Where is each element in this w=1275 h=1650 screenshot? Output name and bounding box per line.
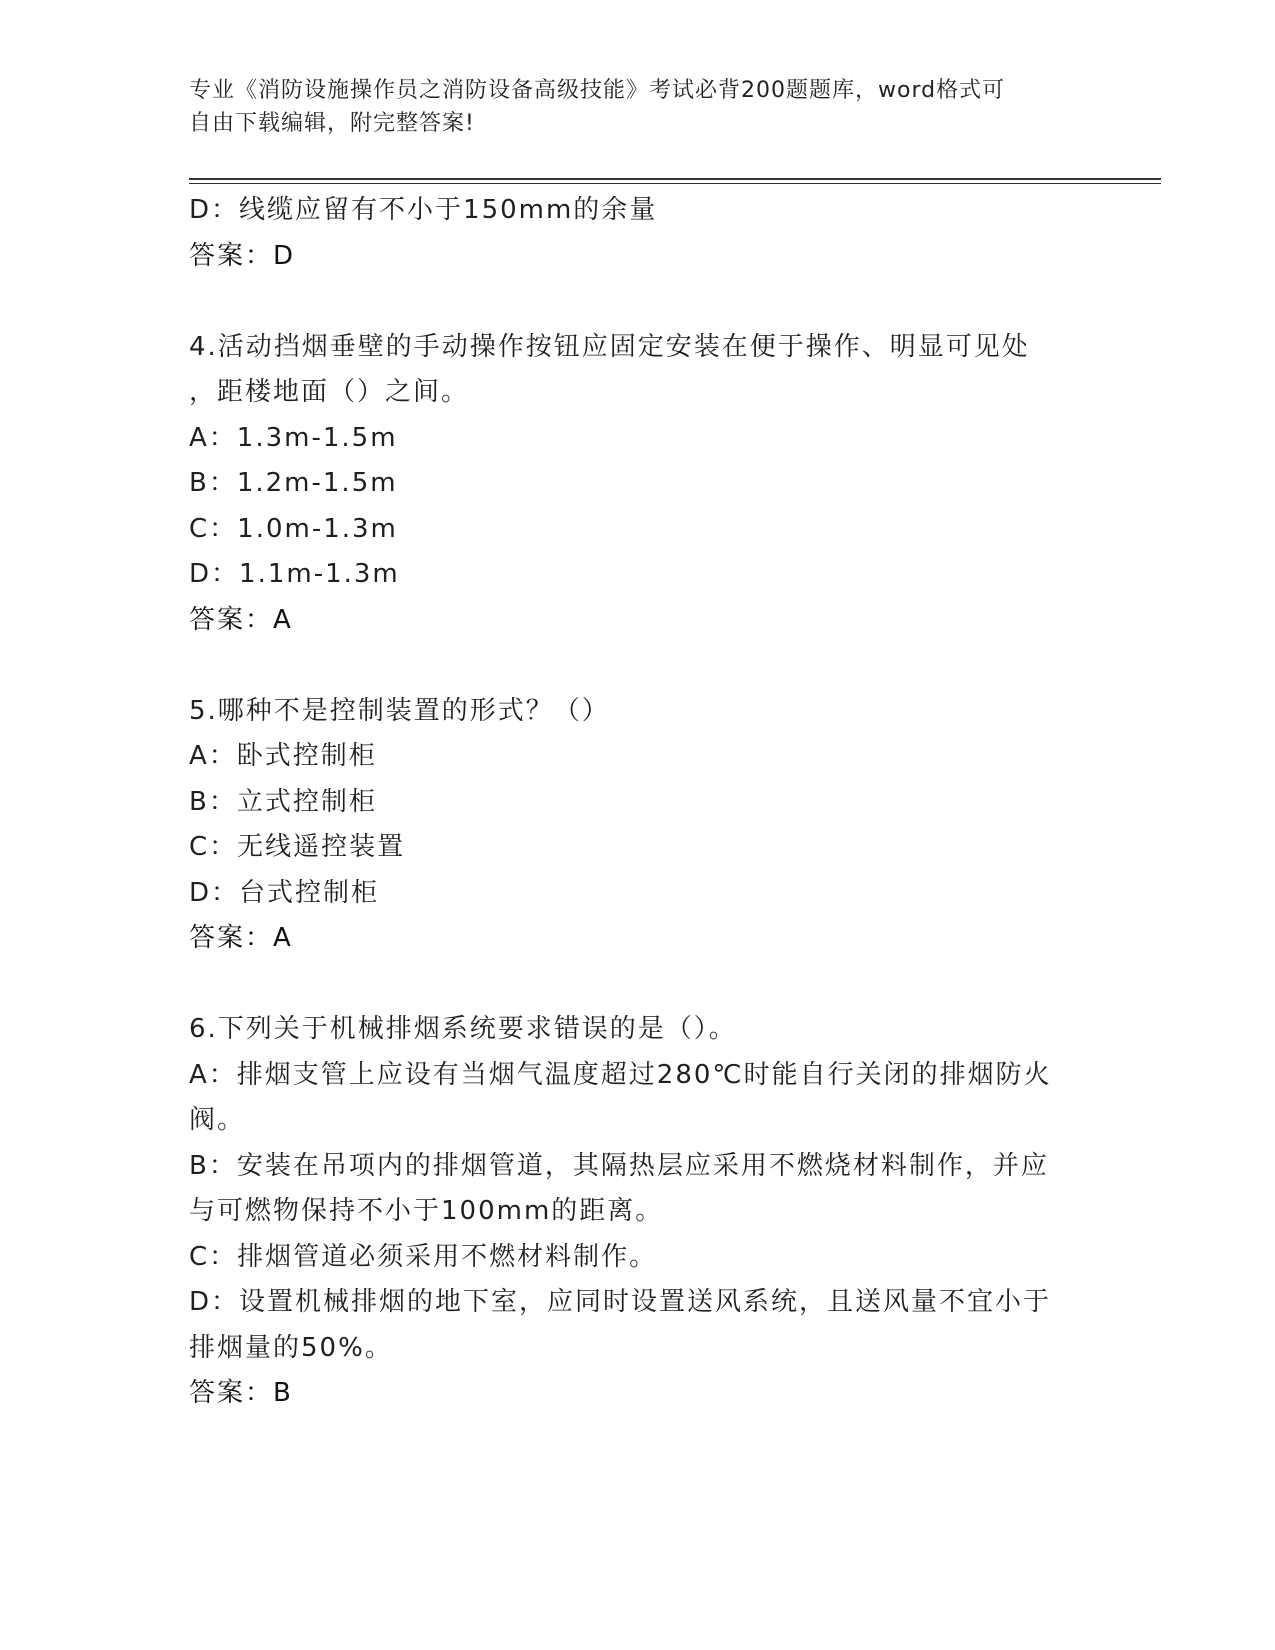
question-5-option-b: B：立式控制柜	[189, 786, 377, 817]
header-line-2: 自由下载编辑，附完整答案!	[189, 111, 475, 136]
question-6-option-d-line-1: D：设置机械排烟的地下室，应同时设置送风系统，且送风量不宜小于	[189, 1287, 1052, 1317]
header-divider-thick	[189, 178, 1161, 180]
question-6-option-d-line-2: 排烟量的50%。	[189, 1332, 393, 1363]
question-4-option-c: C：1.0m-1.3m	[189, 513, 398, 544]
question-6-option-b-line-2: 与可燃物保持不小于100mm的距离。	[189, 1196, 664, 1226]
question-4-option-b: B：1.2m-1.5m	[189, 468, 398, 498]
option-d-fragment: D：线缆应留有不小于150mm的余量	[189, 195, 658, 225]
question-6-stem: 6.下列关于机械排烟系统要求错误的是（）。	[189, 1014, 737, 1044]
question-5-stem: 5.哪种不是控制装置的形式？（）	[189, 695, 610, 726]
question-6-answer: 答案：B	[189, 1378, 293, 1408]
question-5-option-a: A：卧式控制柜	[189, 741, 377, 771]
question-4-stem-line-2: ，距楼地面（）之间。	[189, 377, 470, 407]
question-5-option-c: C：无线遥控装置	[189, 832, 406, 862]
header-line-1: 专业《消防设施操作员之消防设备高级技能》考试必背200题题库，word格式可	[189, 78, 1006, 103]
question-6-option-a-line-1: A：排烟支管上应设有当烟气温度超过280℃时能自行关闭的排烟防火	[189, 1059, 1052, 1090]
question-content	[189, 188, 1089, 1417]
question-6-option-b-line-1: B：安装在吊项内的排烟管道，其隔热层应采用不燃烧材料制作，并应	[189, 1150, 1049, 1181]
question-6-option-a-line-2: 阀。	[189, 1105, 246, 1135]
answer-fragment: 答案：D	[189, 240, 296, 271]
question-4-stem-line-1: 4.活动挡烟垂壁的手动操作按钮应固定安装在便于操作、明显可见处	[189, 331, 1030, 362]
question-5-option-d: D：台式控制柜	[189, 877, 380, 908]
question-4-option-a: A：1.3m-1.5m	[189, 422, 398, 453]
question-4-option-d: D：1.1m-1.3m	[189, 559, 400, 589]
question-4-answer: 答案：A	[189, 604, 293, 635]
header-divider-thin	[189, 183, 1161, 184]
spacer	[189, 279, 1089, 325]
spacer	[189, 643, 1089, 689]
question-6-option-c: C：排烟管道必须采用不燃材料制作。	[189, 1241, 658, 1272]
document-header	[189, 74, 1069, 140]
question-5-answer: 答案：A	[189, 923, 293, 953]
spacer	[189, 962, 1089, 1008]
